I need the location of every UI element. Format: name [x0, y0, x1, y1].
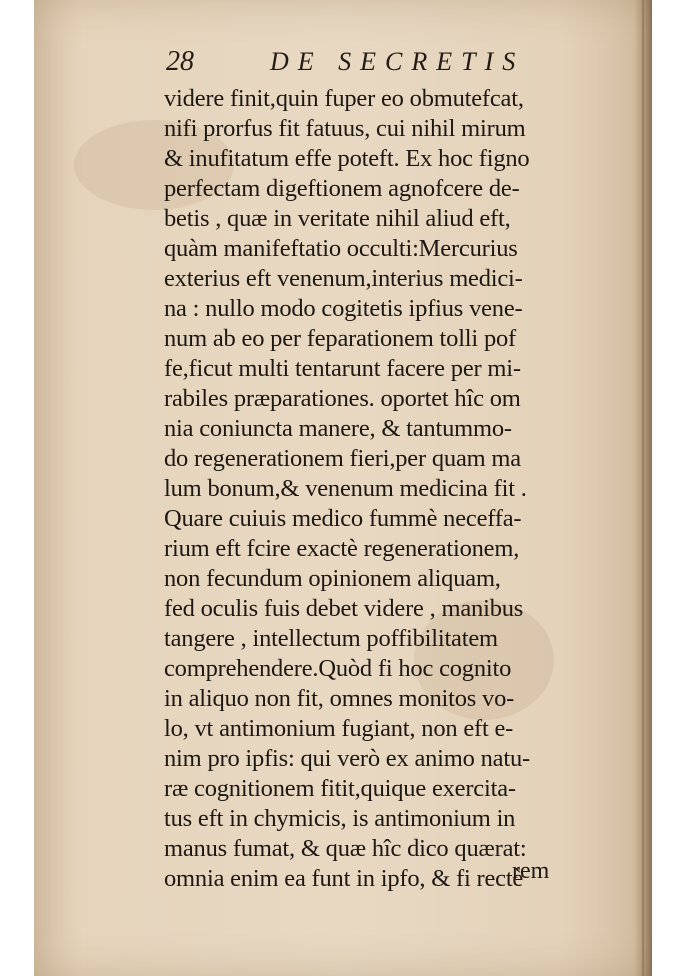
text-line: fed oculis fuis debet videre , manibus	[164, 595, 524, 622]
text-line: omnia enim ea funt in ipfo, & fi rectè	[164, 865, 524, 892]
text-line: exterius eft venenum,interius medici-	[164, 265, 523, 292]
text-line: rium eft fcire exactè regenerationem,	[164, 535, 520, 562]
text-line: nifi prorfus fit fatuus, cui nihil mirum	[164, 115, 526, 142]
catchword: rem	[512, 858, 550, 884]
text-line: in aliquo non fit, omnes monitos vo-	[164, 685, 515, 712]
text-line: rabiles præparationes. oportet hîc om	[164, 385, 521, 412]
text-line: Quare cuiuis medico fummè neceffa-	[164, 505, 522, 532]
text-line: lum bonum,& venenum medicina fit .	[164, 475, 527, 502]
text-line: non fecundum opinionem aliquam,	[164, 565, 501, 592]
text-line: nia coniuncta manere, & tantummo-	[164, 415, 512, 442]
text-line: fe,ficut multi tentarunt facere per mi-	[164, 355, 521, 382]
text-line: betis , quæ in veritate nihil aliud eft,	[164, 205, 511, 232]
text-line: na : nullo modo cogitetis ipfius vene-	[164, 295, 523, 322]
text-line: do regenerationem fieri,per quam ma	[164, 445, 521, 472]
running-head: DE SECRETIS	[270, 47, 525, 76]
text-line: & inufitatum effe poteft. Ex hoc figno	[164, 145, 530, 172]
text-line: lo, vt antimonium fugiant, non eft e-	[164, 715, 514, 742]
text-line: manus fumat, & quæ hîc dico quærat:	[164, 835, 527, 862]
page-number: 28	[166, 46, 194, 77]
text-line: comprehendere.Quòd fi hoc cognito	[164, 655, 512, 682]
text-line: ræ cognitionem fitit,quique exercita-	[164, 775, 516, 802]
body-text	[164, 84, 594, 894]
text-line: num ab eo per feparationem tolli pof	[164, 325, 517, 352]
text-line: videre finit,quin fuper eo obmutefcat,	[164, 85, 524, 112]
page-header	[166, 44, 586, 80]
page-edge-shadow	[634, 0, 652, 976]
text-line: quàm manifeftatio occulti:Mercurius	[164, 235, 518, 262]
text-line: perfectam digeftionem agnofcere de-	[164, 175, 520, 202]
text-line: nim pro ipfis: qui verò ex animo natu-	[164, 745, 530, 772]
text-line: tus eft in chymicis, is antimonium in	[164, 805, 516, 832]
text-line: tangere , intellectum poffibilitatem	[164, 625, 498, 652]
